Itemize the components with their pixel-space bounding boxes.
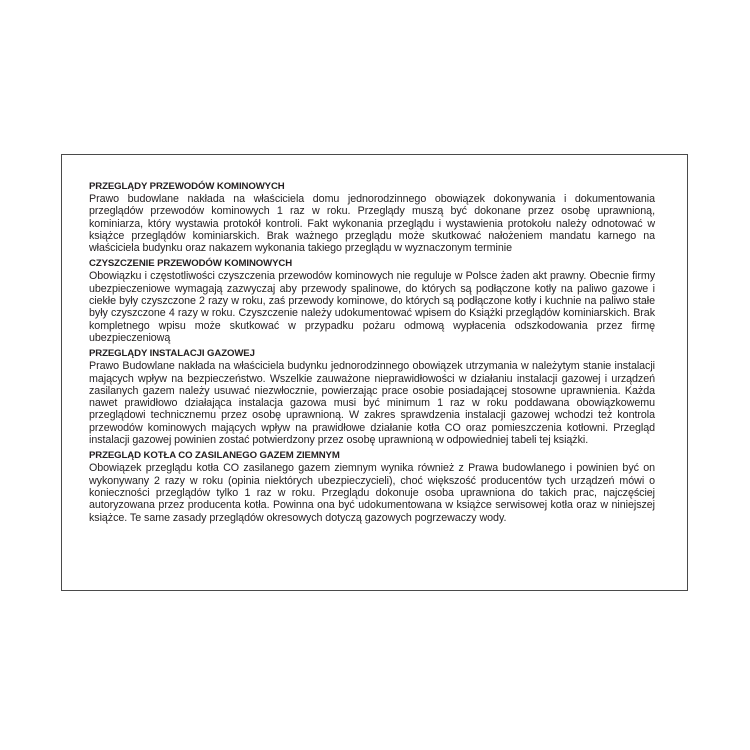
section-body: Obowiązku i częstotliwości czyszczenia przewodów kominowych nie reguluje w Polsce żaden akt prawny. Obecnie firmy ubezpieczeniowe wymagają zazwyczaj aby przewody spalinowe, do których są podłączone kotły na paliwo gazowe i ciekłe były czyszczone 2 razy w roku, zaś przewody kominowe, do których są podłączone kotły i kuchnie na paliwo stałe były czyszczone 4 razy w roku. Czyszczenie należy udokumentować wpisem do Książki przeglądów kominiarskich. Brak kompletnego wpisu może skutkować w przypadku pożaru odmową wypłacenia odszkodowania przez firmę ubezpieczeniową bbox=[89, 270, 655, 344]
section-boiler-inspection bbox=[89, 450, 655, 523]
section-heading: PRZEGLĄDY PRZEWODÓW KOMINOWYCH bbox=[89, 181, 285, 192]
section-heading: PRZEGLĄD KOTŁA CO ZASILANEGO GAZEM ZIEMNYM bbox=[89, 450, 340, 462]
section-body: Prawo budowlane nakłada na właściciela domu jednorodzinnego obowiązek dokonywania i dokumentowania przeglądów przewodów kominowych 1 raz w roku. Przeglądy muszą być dokonane przez osobę uprawnioną, kominiarza, który wystawia protokół kontroli. Fakt wykonania przeglądu i wystawienia protokołu należy odnotować w książce przeglądów kominiarskich. Brak ważnego przeglądu może skutkować nałożeniem mandatu karnego na właściciela budynku oraz nakazem wykonania takiego przeglądu w wyznaczonym terminie bbox=[89, 193, 655, 255]
document-content bbox=[89, 181, 655, 524]
section-chimney-cleaning bbox=[89, 258, 655, 344]
section-heading: PRZEGLĄDY INSTALACJI GAZOWEJ bbox=[89, 348, 255, 360]
section-chimney-inspection bbox=[89, 181, 655, 254]
section-heading: CZYSZCZENIE PRZEWODÓW KOMINOWYCH bbox=[89, 258, 293, 270]
section-gas-installation-inspection bbox=[89, 348, 655, 446]
section-body: Obowiązek przeglądu kotła CO zasilanego gazem ziemnym wynika również z Prawa budowlanego i powinien być on wykonywany 2 razy w roku (opinia niektórych ubezpieczycieli), choć większość producentów tych urządzeń mówi o konieczności przeglądów tylko 1 raz w roku. Przeglądu dokonuje osoba uprawniona do takich prac, najczęściej autoryzowana przez producenta kotła. Powinna ona być udokumentowana w książce serwisowej kotła oraz w niniejszej książce. Te same zasady przeglądów okresowych dotyczą gazowych pogrzewaczy wody. bbox=[89, 462, 655, 524]
section-body: Prawo Budowlane nakłada na właściciela budynku jednorodzinnego obowiązek utrzymania w należytym stanie instalacji mających wpływ na bezpieczeństwo. Wszelkie zauważone nieprawidłowości w działaniu instalacji gazowej i urządzeń zasilanych gazem należy usuwać niezwłocznie, powierzając prace osobie posiadającej stosowne uprawnienia. Każda nawet prawidłowo działająca instalacja gazowa musi być minimum 1 raz w roku poddawana obowiązkowemu przeglądowi technicznemu przez osobę uprawnioną. W zakres sprawdzenia instalacji gazowej wchodzi też kontrola przewodów kominowych mających wpływ na prawidłowe działanie kotła CO oraz pomieszczenia kotłowni. Przegląd instalacji gazowej powinien zostać potwierdzony przez osobę uprawnioną w odpowiedniej tabeli tej książki. bbox=[89, 360, 655, 447]
